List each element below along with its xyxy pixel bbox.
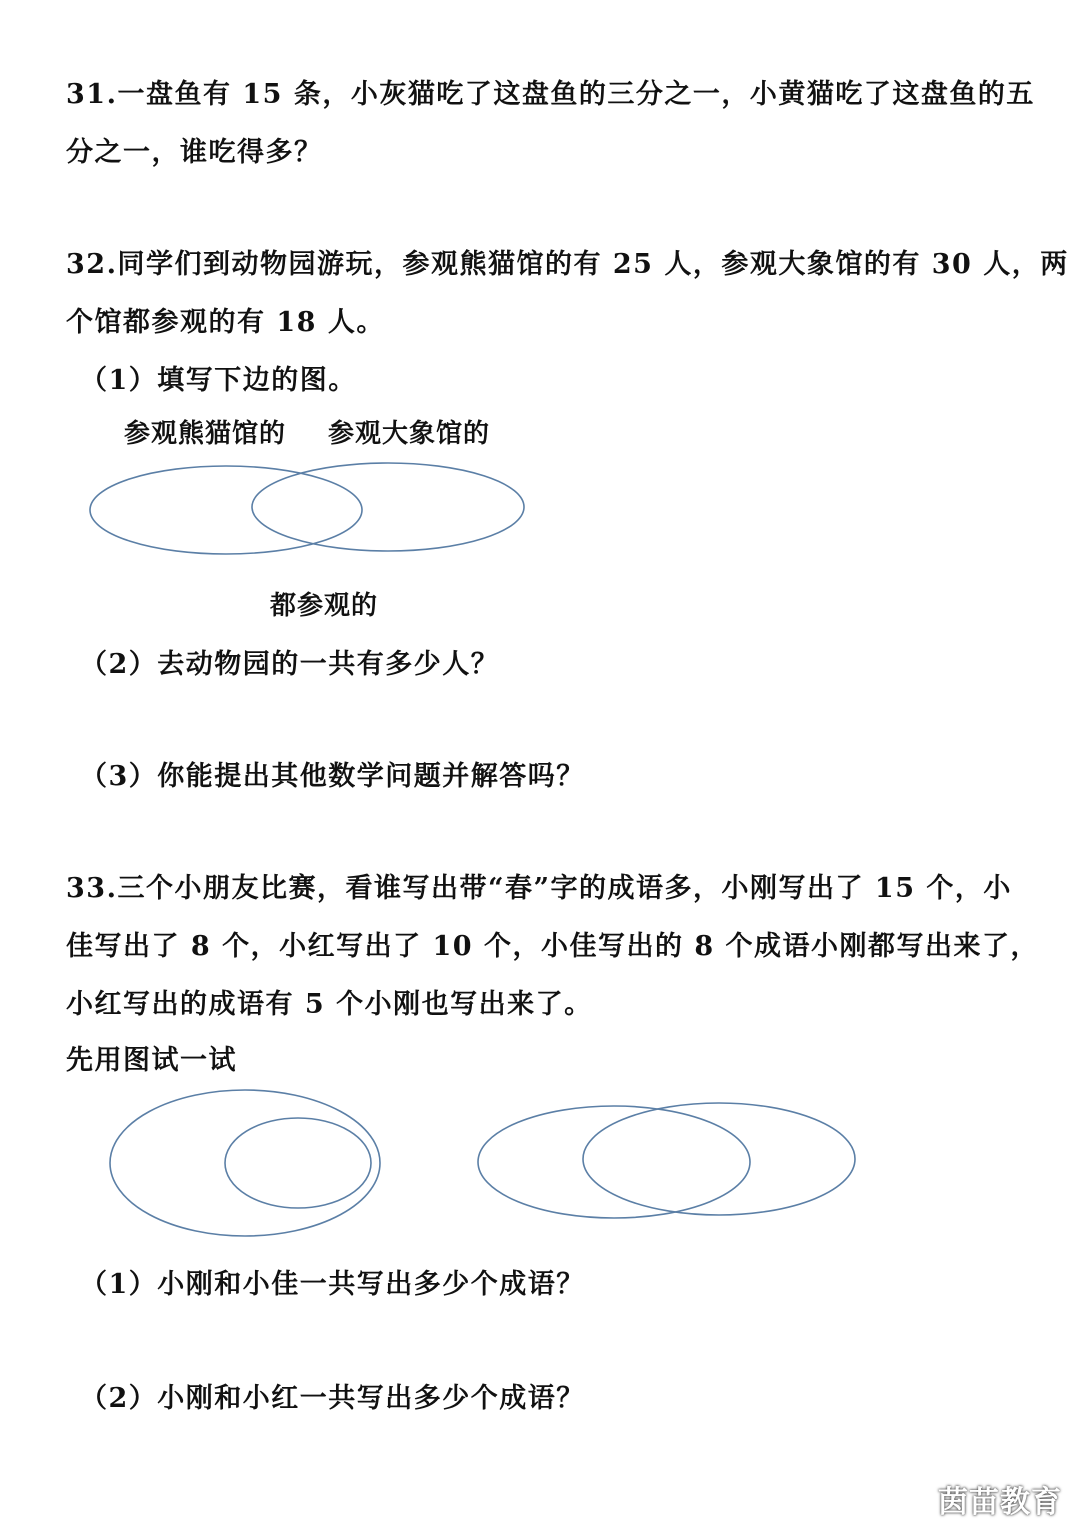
q31-text-line1: 31.一盘鱼有 15 条，小灰猫吃了这盘鱼的三分之一，小黄猫吃了这盘鱼的五 (66, 79, 1035, 110)
q33-text-line3: 小红写出的成语有 5 个小刚也写出来了。 (66, 989, 593, 1020)
q32-part3: （3）你能提出其他数学问题并解答吗？ (80, 761, 585, 792)
q33-try-label: 先用图试一试 (66, 1045, 237, 1076)
venn-ellipse-xiaojia-inner (225, 1118, 371, 1208)
q33-text-line2: 佳写出了 8 个，小红写出了 10 个，小佳写出的 8 个成语小刚都写出来了， (66, 931, 1040, 962)
q32-text-line1: 32.同学们到动物园游玩，参观熊猫馆的有 25 人，参观大象馆的有 30 人，两 (66, 249, 1069, 280)
q33-part2: （2）小刚和小红一共写出多少个成语？ (80, 1383, 585, 1414)
q32-part1: （1）填写下边的图。 (80, 365, 357, 396)
q32-part2: （2）去动物园的一共有多少人？ (80, 649, 500, 680)
venn-label-both: 都参观的 (270, 591, 379, 621)
venn-label-elephant: 参观大象馆的 (328, 419, 491, 449)
q33-text-line1: 33.三个小朋友比赛，看谁写出带“春”字的成语多，小刚写出了 15 个，小 (66, 873, 1012, 904)
venn-ellipse-elephant (252, 463, 524, 551)
q33-part1: （1）小刚和小佳一共写出多少个成语？ (80, 1269, 585, 1300)
watermark-logo: 茵苗教育 (938, 1485, 1062, 1520)
venn-label-panda: 参观熊猫馆的 (124, 419, 287, 449)
venn-ellipse-xiaogang-outer (110, 1090, 380, 1236)
q32-text-line2: 个馆都参观的有 18 人。 (66, 307, 385, 338)
venn-ellipse-panda (90, 466, 362, 554)
q31-text-line2: 分之一，谁吃得多？ (66, 137, 323, 168)
